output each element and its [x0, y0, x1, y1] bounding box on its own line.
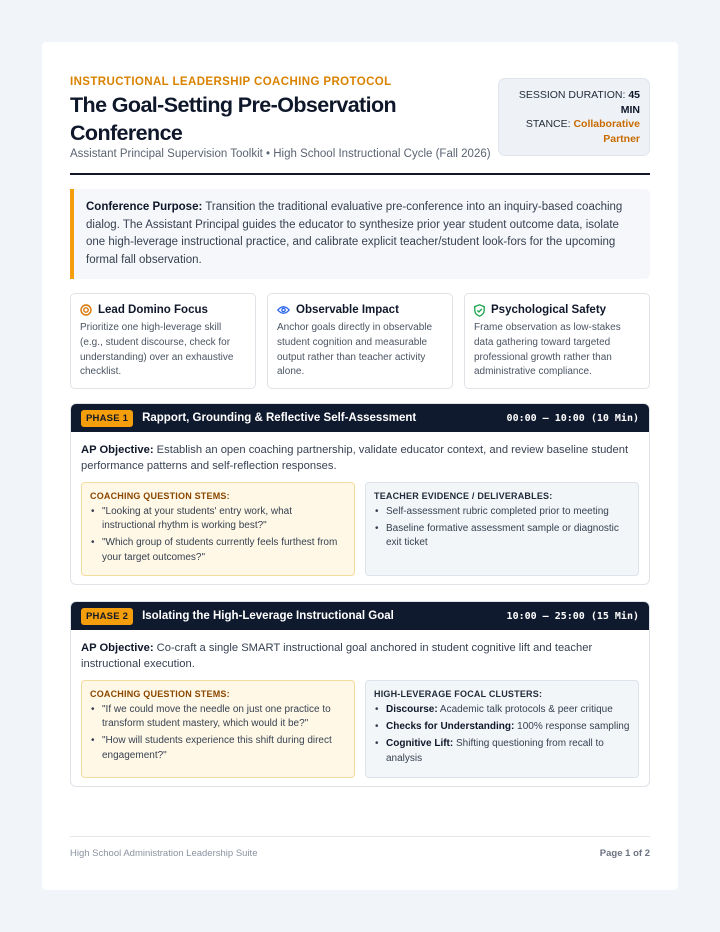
card-title: Lead Domino Focus [98, 304, 208, 316]
page-subtitle: Assistant Principal Supervision Toolkit • High School Instructional Cycle (Fall 2026) [70, 148, 491, 160]
duration-value: 45 [628, 89, 640, 101]
objective-label: AP Objective: [81, 642, 154, 654]
footer-suite-name: High School Administration Leadership Suite [70, 848, 258, 859]
purpose-label: Conference Purpose: [86, 201, 203, 213]
page-number: Page 1 of 2 [599, 848, 650, 859]
phase-time: 00:00 – 10:00 (10 Min) [506, 412, 639, 424]
principle-card [70, 293, 256, 389]
card-body: Frame observation as low-stakes data gathering toward targeted professional growth rather than administrative compliance. [474, 322, 621, 378]
box-heading: HIGH-LEVERAGE FOCAL CLUSTERS: [374, 689, 543, 699]
list-item: • "Which group of students currently feels furthest from your target outcomes?" [90, 536, 346, 564]
ap-objective [81, 640, 639, 672]
eye-icon [277, 305, 290, 315]
page-title: The Goal-Setting Pre-Observation Conference [70, 93, 397, 145]
phase-title: Rapport, Grounding & Reflective Self-Assessment [142, 412, 417, 424]
session-meta-box [498, 78, 650, 156]
list-item: • Baseline formative assessment sample or diagnostic exit ticket [374, 522, 630, 550]
list-item: • "How will students experience this shift during direct engagement?" [90, 734, 346, 762]
objective-label: AP Objective: [81, 444, 154, 456]
box-heading: COACHING QUESTION STEMS: [90, 689, 230, 699]
stance-value: Collaborative [573, 118, 640, 131]
card-body: Anchor goals directly in observable student cognition and measurable output rather than teacher activity alone. [277, 322, 433, 378]
objective-text: Establish an open coaching partnership, validate educator context, and review baseline student performance patterns and self-reflection responses. [81, 444, 629, 472]
eyebrow-label: INSTRUCTIONAL LEADERSHIP COACHING PROTOCOL [70, 76, 392, 88]
phase-header [71, 404, 649, 432]
list-item: • Discourse: Academic talk protocols & peer critique [374, 703, 630, 717]
card-body: Prioritize one high-leverage skill (e.g., student discourse, check for understanding) over an exhaustive checklist. [80, 322, 234, 378]
purpose-text: Transition the traditional evaluative pre-conference into an inquiry-based coaching dialog. The Assistant Principal guides the educator to synthesize prior year student outcome data, isolate one high-leverage instructional practice, and calibrate explicit teacher/student look-fors for the upcoming formal fall observation. [86, 201, 623, 266]
ap-objective [81, 442, 639, 474]
phase-header [71, 602, 649, 630]
objective-text: Co-craft a single SMART instructional goal anchored in student cognitive lift and teacher instructional execution. [81, 642, 593, 670]
document-page [42, 42, 678, 890]
phase-section-2 [70, 601, 650, 787]
principle-cards [70, 293, 650, 389]
phase-badge: PHASE 2 [81, 608, 133, 625]
evidence-box [365, 482, 639, 576]
stance-label: STANCE: [525, 118, 571, 131]
card-title: Observable Impact [296, 304, 399, 316]
principle-card [267, 293, 453, 389]
principle-card [464, 293, 650, 389]
box-heading: COACHING QUESTION STEMS: [90, 491, 230, 501]
session-stance [499, 117, 640, 132]
duration-label: SESSION DURATION: [518, 89, 626, 101]
list-item: • Checks for Understanding: 100% response sampling [374, 720, 630, 734]
phase-section-1 [70, 403, 650, 585]
phase-time: 10:00 – 25:00 (15 Min) [506, 610, 639, 622]
header-divider [70, 173, 650, 175]
coaching-stems-box [81, 482, 355, 576]
card-title: Psychological Safety [491, 304, 607, 316]
coaching-stems-box [81, 680, 355, 778]
conference-purpose-callout [70, 189, 650, 279]
list-item: • "Looking at your students' entry work, what instructional rhythm is working best?" [90, 505, 346, 533]
focal-clusters-box [365, 680, 639, 778]
list-item: • Cognitive Lift: Shifting questioning from recall to analysis [374, 737, 630, 765]
list-item: • Self-assessment rubric completed prior to meeting [374, 505, 630, 519]
target-icon [80, 304, 92, 316]
footer-divider [70, 836, 650, 837]
session-duration [499, 88, 640, 103]
phase-title: Isolating the High-Leverage Instructional Goal [142, 610, 394, 622]
box-heading: TEACHER EVIDENCE / DELIVERABLES: [374, 491, 553, 501]
shield-check-icon [474, 304, 485, 317]
stance-value-line-2: Partner [603, 132, 640, 145]
phase-badge: PHASE 1 [81, 410, 133, 427]
duration-unit: MIN [620, 103, 640, 116]
list-item: • "If we could move the needle on just one practice to transform student mastery, which would it be?" [90, 703, 346, 731]
